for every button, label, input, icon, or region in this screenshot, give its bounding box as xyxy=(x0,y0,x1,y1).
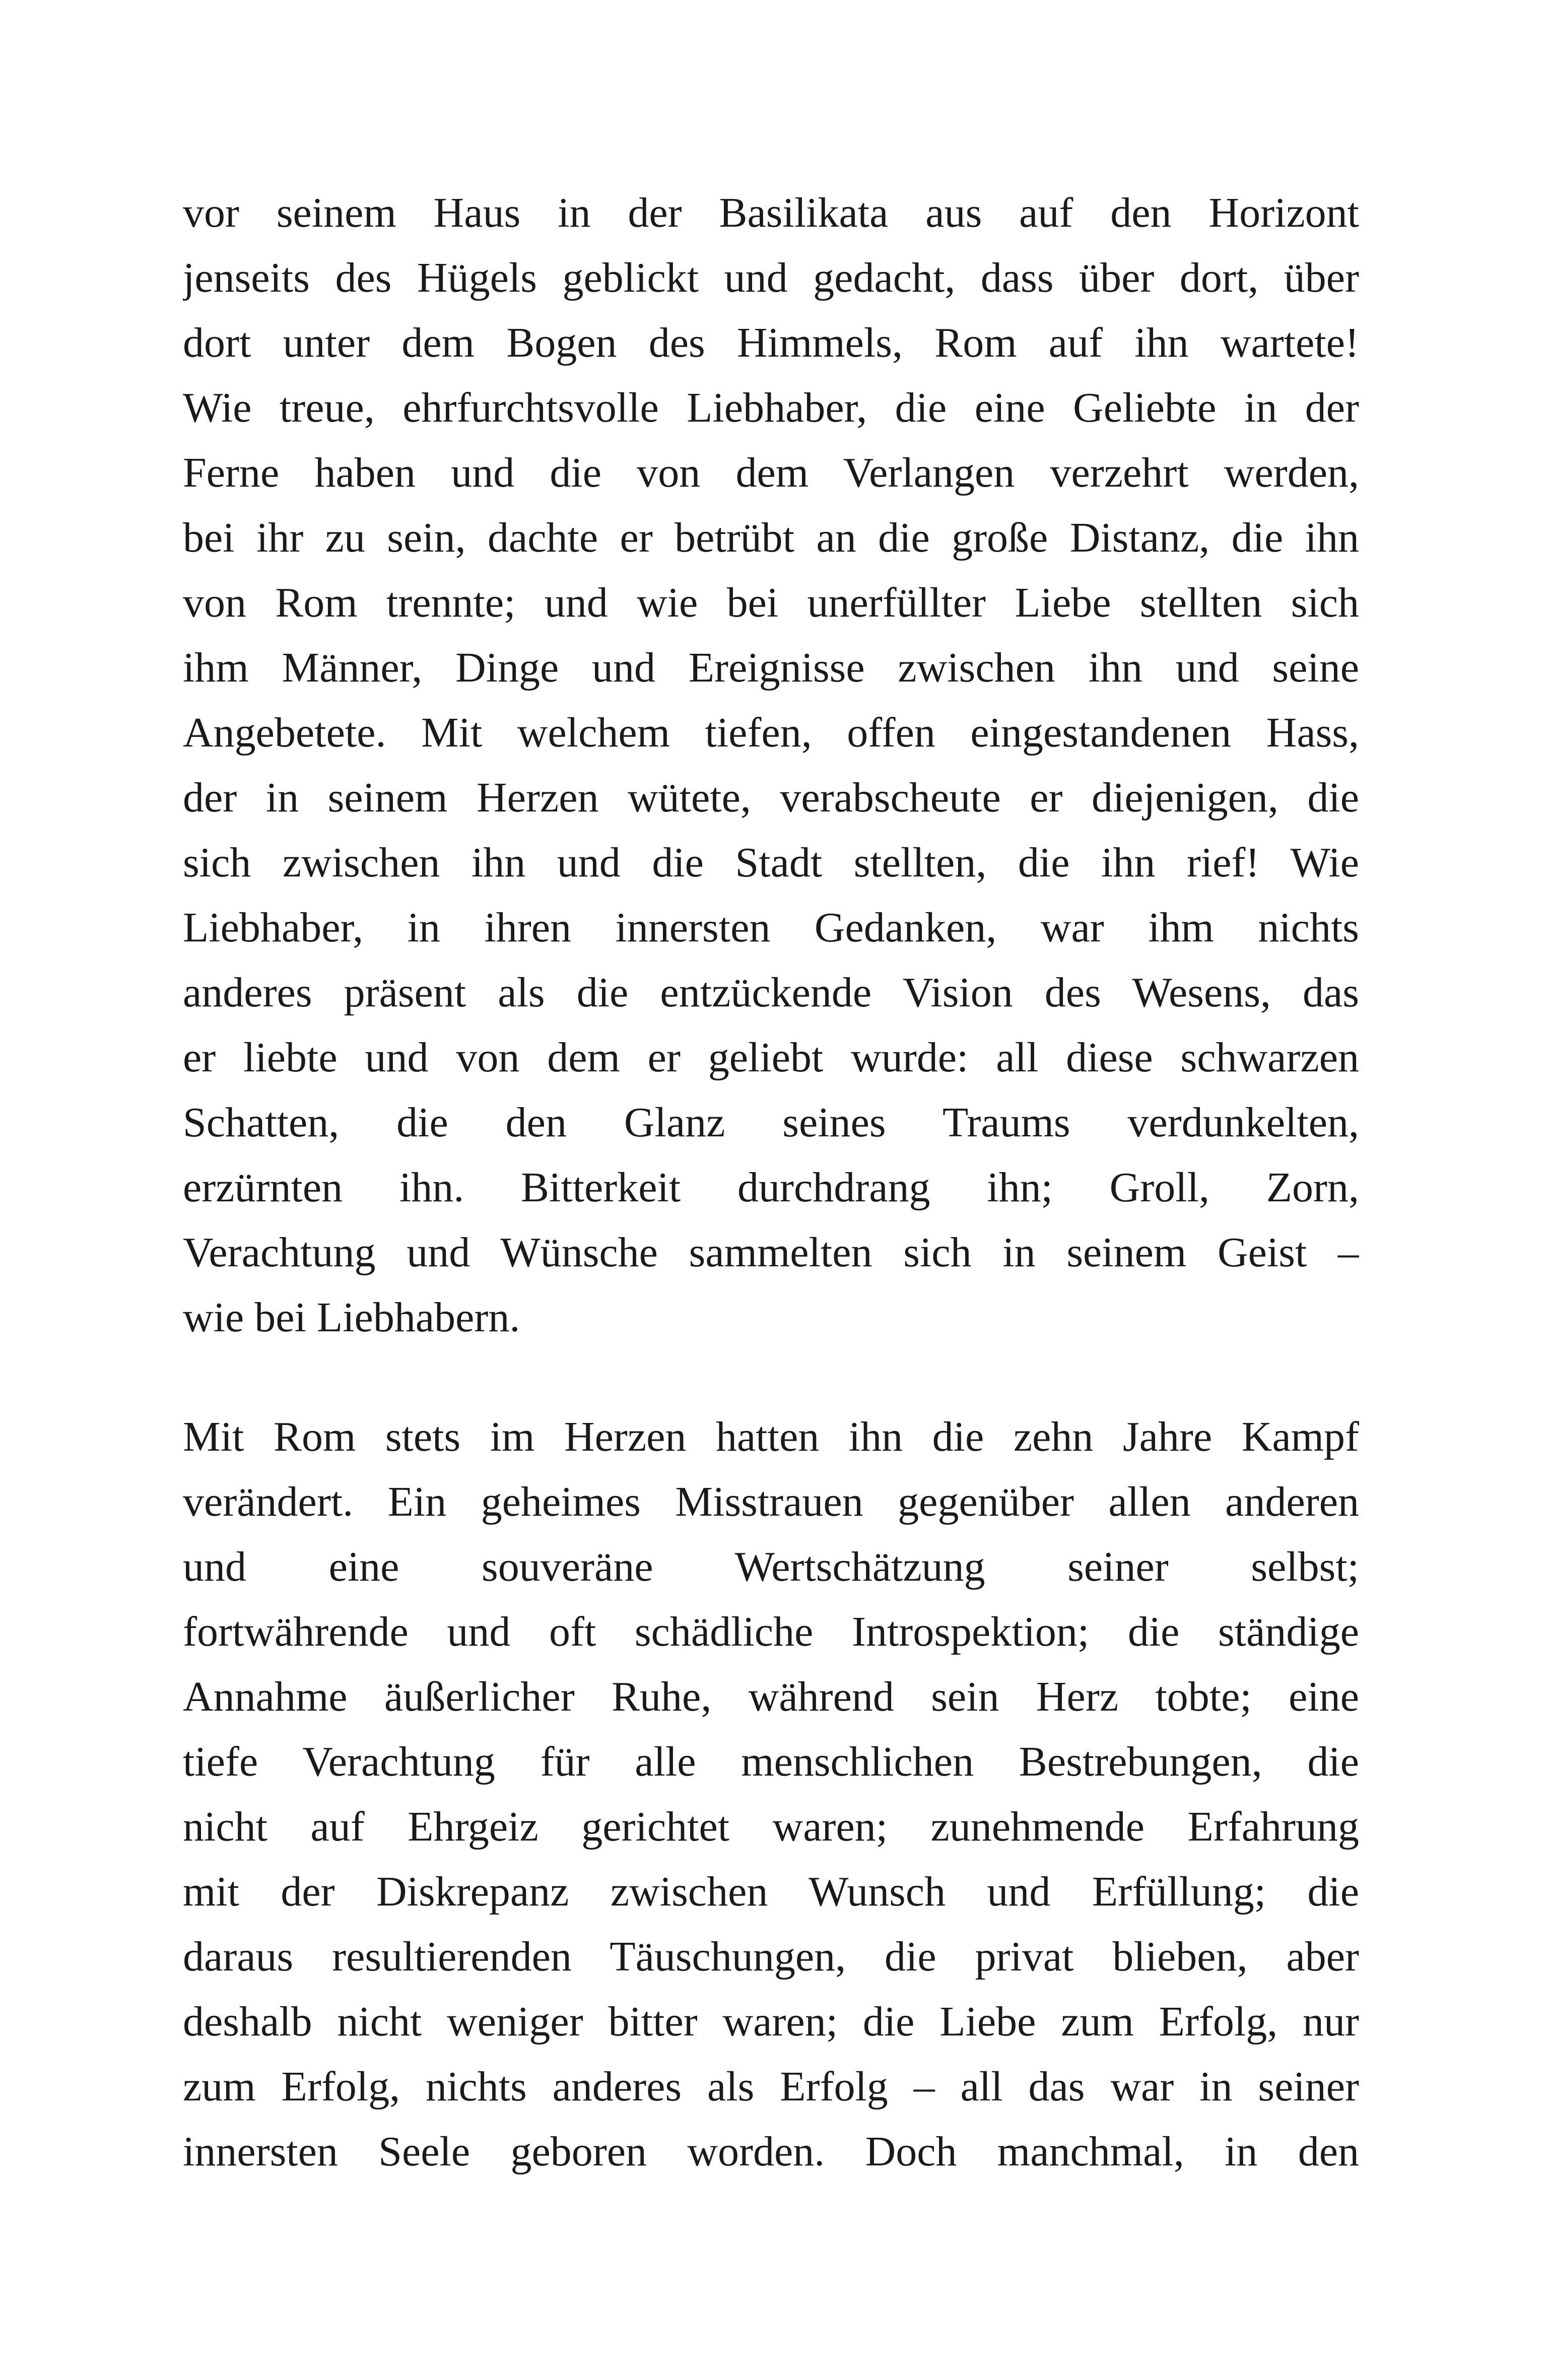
paragraph-2 xyxy=(183,1404,1359,2184)
text-line: erzürnten ihn. Bitterkeit durchdrang ihn; Groll, Zorn, xyxy=(183,1164,1359,1211)
text-line: Wie treue, ehrfurchtsvolle Liebhaber, die eine Geliebte in der xyxy=(183,384,1359,431)
text-line: er liebte und von dem er geliebt wurde: all diese schwarzen xyxy=(183,1034,1359,1081)
text-line: von Rom trennte; und wie bei unerfüllter Liebe stellten sich xyxy=(183,579,1359,626)
text-line: vor seinem Haus in der Basilikata aus auf den Horizont xyxy=(183,189,1359,236)
text-line: dort unter dem Bogen des Himmels, Rom auf ihn wartete! xyxy=(183,319,1359,366)
text-line: der in seinem Herzen wütete, verabscheute er diejenigen, die xyxy=(183,774,1359,821)
text-line: innersten Seele geboren worden. Doch manchmal, in den xyxy=(183,2128,1359,2175)
text-line: zum Erfolg, nichts anderes als Erfolg – all das war in seiner xyxy=(183,2063,1359,2110)
text-line: fortwährende und oft schädliche Introspektion; die ständige xyxy=(183,1608,1359,1655)
text-line: Liebhaber, in ihren innersten Gedanken, war ihm nichts xyxy=(183,904,1359,951)
text-line: Ferne haben und die von dem Verlangen verzehrt werden, xyxy=(183,449,1359,496)
text-line: deshalb nicht weniger bitter waren; die Liebe zum Erfolg, nur xyxy=(183,1998,1359,2045)
text-line: Mit Rom stets im Herzen hatten ihn die zehn Jahre Kampf xyxy=(183,1413,1359,1460)
paragraph-1 xyxy=(183,180,1359,1350)
text-line: daraus resultierenden Täuschungen, die privat blieben, aber xyxy=(183,1933,1359,1980)
text-line: Schatten, die den Glanz seines Traums verdunkelten, xyxy=(183,1099,1359,1146)
text-line: Angebetete. Mit welchem tiefen, offen eingestandenen Hass, xyxy=(183,709,1359,756)
text-line: mit der Diskrepanz zwischen Wunsch und Erfüllung; die xyxy=(183,1868,1359,1915)
text-line: nicht auf Ehrgeiz gerichtet waren; zunehmende Erfahrung xyxy=(183,1803,1359,1850)
text-line: jenseits des Hügels geblickt und gedacht, dass über dort, über xyxy=(183,254,1359,301)
text-line: sich zwischen ihn und die Stadt stellten, die ihn rief! Wie xyxy=(183,839,1359,886)
text-line: ihm Männer, Dinge und Ereignisse zwischen ihn und seine xyxy=(183,644,1359,691)
text-line: Annahme äußerlicher Ruhe, während sein Herz tobte; eine xyxy=(183,1673,1359,1720)
text-line: wie bei Liebhabern. xyxy=(183,1294,520,1341)
text-line: und eine souveräne Wertschätzung seiner selbst; xyxy=(183,1543,1359,1590)
text-line: verändert. Ein geheimes Misstrauen gegenüber allen anderen xyxy=(183,1478,1359,1525)
text-line: Verachtung und Wünsche sammelten sich in seinem Geist – xyxy=(183,1229,1359,1276)
text-line: bei ihr zu sein, dachte er betrübt an die große Distanz, die ihn xyxy=(183,514,1359,561)
text-line: anderes präsent als die entzückende Vision des Wesens, das xyxy=(183,969,1359,1016)
text-line: tiefe Verachtung für alle menschlichen Bestrebungen, die xyxy=(183,1738,1359,1785)
